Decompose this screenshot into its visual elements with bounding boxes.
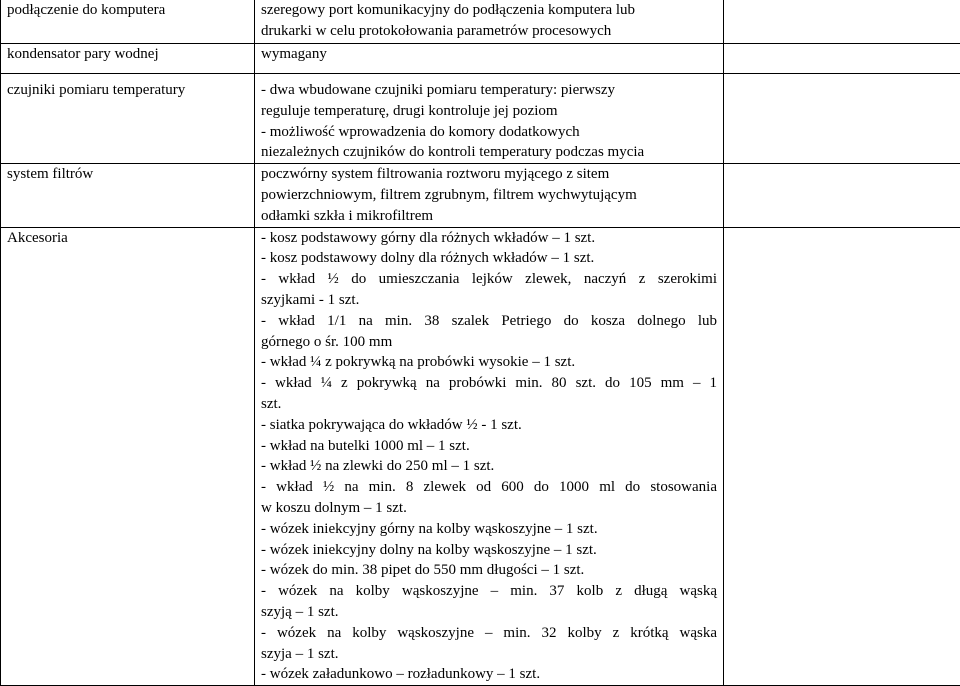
spec-value-line: - wózek iniekcyjny dolny na kolby wąskoszyjne – 1 szt. (261, 540, 717, 561)
spec-value-line: wymagany (261, 44, 717, 65)
spec-value-line: - wózek do min. 38 pipet do 550 mm długości – 1 szt. (261, 560, 717, 581)
spec-value-line: - wózek na kolby wąskoszyjne – min. 32 kolby z krótką wąska (261, 623, 717, 644)
spec-value-line: szyja – 1 szt. (261, 644, 717, 665)
spec-value-line: - wkład ½ do umieszczania lejków zlewek, naczyń z szerokimi (261, 269, 717, 290)
spec-value-line: reguluje temperaturę, drugi kontroluje jej poziom (261, 101, 717, 122)
spec-value-line: - wkład ¼ z pokrywką na probówki wysokie – 1 szt. (261, 352, 717, 373)
spec-value-line: odłamki szkła i mikrofiltrem (261, 206, 717, 227)
spec-blank-cell (724, 44, 960, 74)
spec-value (255, 227, 724, 686)
spec-label: kondensator pary wodnej (1, 44, 255, 74)
spec-row (1, 0, 960, 44)
spec-value (255, 164, 724, 227)
spec-value (255, 44, 724, 74)
spec-value (255, 74, 724, 164)
spec-value-line: drukarki w celu protokołowania parametrów procesowych (261, 21, 717, 42)
spec-value-line: szeregowy port komunikacyjny do podłączenia komputera lub (261, 0, 717, 21)
spec-value-line: - siatka pokrywająca do wkładów ½ - 1 szt. (261, 415, 717, 436)
spec-value-line: - wózek załadunkowo – rozładunkowy – 1 szt. (261, 664, 717, 685)
spec-value-line: - wkład na butelki 1000 ml – 1 szt. (261, 436, 717, 457)
spec-label: podłączenie do komputera (1, 0, 255, 44)
spec-value-line: w koszu dolnym – 1 szt. (261, 498, 717, 519)
spec-value-line: - możliwość wprowadzenia do komory dodatkowych (261, 122, 717, 143)
spec-value-line: powierzchniowym, filtrem zgrubnym, filtrem wychwytującym (261, 185, 717, 206)
spec-value-line: - wkład ½ na zlewki do 250 ml – 1 szt. (261, 456, 717, 477)
spec-value-line: górnego o śr. 100 mm (261, 332, 717, 353)
spec-blank-cell (724, 74, 960, 164)
spec-label: czujniki pomiaru temperatury (1, 74, 255, 164)
spec-value-line: - wkład ½ na min. 8 zlewek od 600 do 1000 ml do stosowania (261, 477, 717, 498)
spec-blank-cell (724, 0, 960, 44)
spec-value (255, 0, 724, 44)
spec-row (1, 74, 960, 164)
spec-row (1, 227, 960, 686)
specification-table-body (1, 0, 960, 686)
spec-blank-cell (724, 164, 960, 227)
spec-label: system filtrów (1, 164, 255, 227)
spec-value-line: - dwa wbudowane czujniki pomiaru temperatury: pierwszy (261, 80, 717, 101)
spec-blank-cell (724, 227, 960, 686)
spec-value-line: niezależnych czujników do kontroli temperatury podczas mycia (261, 142, 717, 163)
spec-row (1, 44, 960, 74)
spec-value-line: - wkład ¼ z pokrywką na probówki min. 80 szt. do 105 mm – 1 (261, 373, 717, 394)
spec-label: Akcesoria (1, 227, 255, 686)
spec-value-line: - kosz podstawowy górny dla różnych wkładów – 1 szt. (261, 228, 717, 249)
spec-value-line: szyją – 1 szt. (261, 602, 717, 623)
spec-value-line: - wózek iniekcyjny górny na kolby wąskoszyjne – 1 szt. (261, 519, 717, 540)
spec-value-line: poczwórny system filtrowania roztworu myjącego z sitem (261, 164, 717, 185)
spec-value-line: - wkład 1/1 na min. 38 szalek Petriego do kosza dolnego lub (261, 311, 717, 332)
spec-value-line: - kosz podstawowy dolny dla różnych wkładów – 1 szt. (261, 248, 717, 269)
spec-value-line: - wózek na kolby wąskoszyjne – min. 37 kolb z długą wąską (261, 581, 717, 602)
spec-value-line: szyjkami - 1 szt. (261, 290, 717, 311)
spec-value-line: szt. (261, 394, 717, 415)
spec-row (1, 164, 960, 227)
